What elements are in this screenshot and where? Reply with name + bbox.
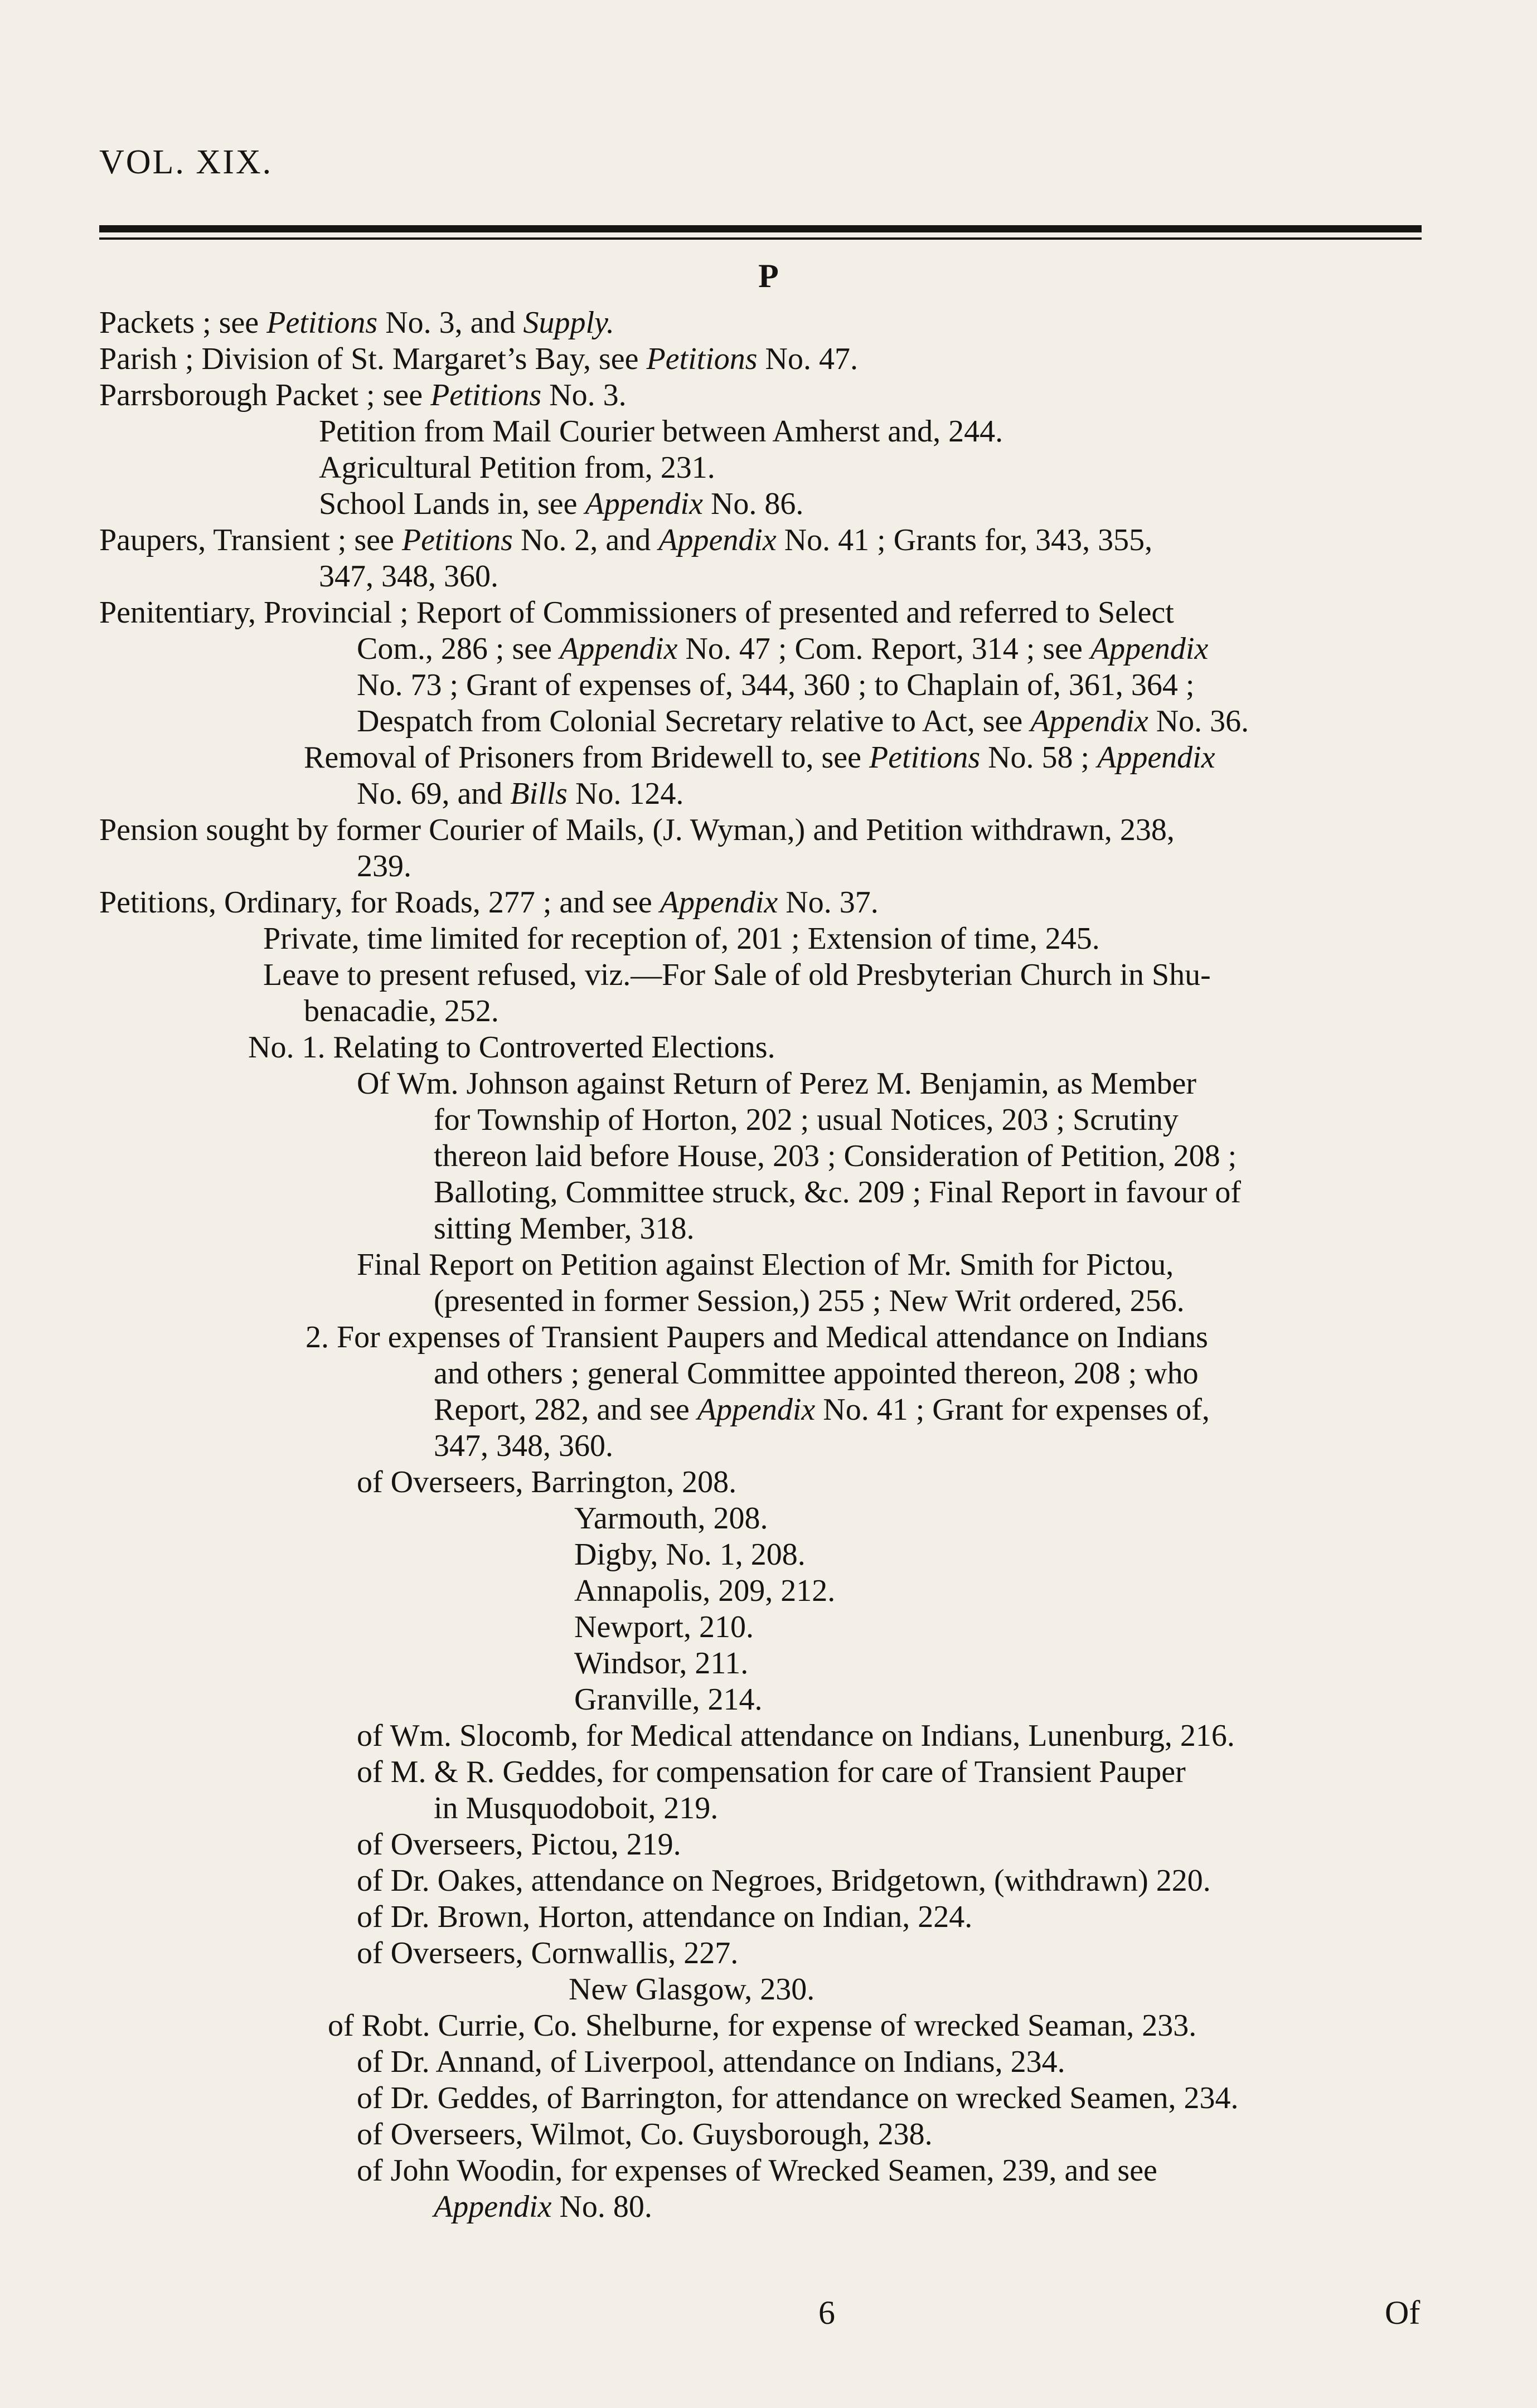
index-line: of Robt. Currie, Co. Shelburne, for expense of wrecked Seaman, 233.: [328, 2008, 1197, 2043]
index-line: in Musquodoboit, 219.: [434, 1791, 719, 1826]
index-line: Private, time limited for reception of, 201 ; Extension of time, 245.: [263, 921, 1100, 956]
index-line: 239.: [357, 849, 411, 883]
section-letter: P: [758, 258, 779, 294]
index-line: Petitions, Ordinary, for Roads, 277 ; and see Appendix No. 37.: [99, 885, 879, 920]
index-line: Removal of Prisoners from Bridewell to, see Petitions No. 58 ; Appendix: [304, 740, 1215, 775]
index-line: Pension sought by former Courier of Mails, (J. Wyman,) and Petition withdrawn, 238,: [99, 813, 1175, 847]
header-rule-thin: [99, 237, 1422, 240]
index-line: Granville, 214.: [574, 1682, 763, 1717]
index-line: of Overseers, Cornwallis, 227.: [357, 1936, 739, 1970]
index-line: of M. & R. Geddes, for compensation for care of Transient Pauper: [357, 1755, 1186, 1789]
index-line: Annapolis, 209, 212.: [574, 1574, 836, 1608]
index-line: Despatch from Colonial Secretary relative to Act, see Appendix No. 36.: [357, 704, 1249, 739]
index-line: Agricultural Petition from, 231.: [319, 450, 715, 485]
index-line: Parrsborough Packet ; see Petitions No. 3.: [99, 378, 627, 412]
index-line: thereon laid before House, 203 ; Consideration of Petition, 208 ;: [434, 1139, 1237, 1173]
index-line: and others ; general Committee appointed thereon, 208 ; who: [434, 1356, 1199, 1391]
volume-heading: VOL. XIX.: [99, 143, 273, 181]
index-line: Final Report on Petition against Election of Mr. Smith for Pictou,: [357, 1247, 1174, 1282]
index-line: 347, 348, 360.: [319, 559, 498, 594]
index-line: School Lands in, see Appendix No. 86.: [319, 487, 804, 521]
index-line: Newport, 210.: [574, 1610, 754, 1644]
index-line: for Township of Horton, 202 ; usual Notices, 203 ; Scrutiny: [434, 1103, 1179, 1137]
index-line: of Overseers, Barrington, 208.: [357, 1465, 737, 1499]
index-line: New Glasgow, 230.: [569, 1972, 815, 2007]
index-line: Yarmouth, 208.: [574, 1501, 768, 1536]
index-line: Parish ; Division of St. Margaret’s Bay, see Petitions No. 47.: [99, 342, 858, 376]
index-line: No. 69, and Bills No. 124.: [357, 776, 684, 811]
index-line: Digby, No. 1, 208.: [574, 1537, 806, 1572]
index-line: Penitentiary, Provincial ; Report of Commissioners of presented and referred to Select: [99, 595, 1174, 630]
index-line: of Dr. Oakes, attendance on Negroes, Bridgetown, (withdrawn) 220.: [357, 1863, 1211, 1898]
index-line: of Wm. Slocomb, for Medical attendance on Indians, Lunenburg, 216.: [357, 1718, 1235, 1753]
index-line: Report, 282, and see Appendix No. 41 ; Grant for expenses of,: [434, 1392, 1210, 1427]
index-line: No. 73 ; Grant of expenses of, 344, 360 ; to Chaplain of, 361, 364 ;: [357, 668, 1195, 702]
index-line: Packets ; see Petitions No. 3, and Supply.: [99, 305, 614, 340]
index-line: 2. For expenses of Transient Paupers and Medical attendance on Indians: [306, 1320, 1208, 1355]
index-line: Balloting, Committee struck, &c. 209 ; Final Report in favour of: [434, 1175, 1242, 1210]
index-line: of John Woodin, for expenses of Wrecked Seamen, 239, and see: [357, 2153, 1157, 2188]
index-line: of Dr. Geddes, of Barrington, for attendance on wrecked Seamen, 234.: [357, 2081, 1239, 2115]
index-line: sitting Member, 318.: [434, 1211, 695, 1246]
index-line: of Dr. Annand, of Liverpool, attendance on Indians, 234.: [357, 2045, 1065, 2079]
index-line: of Dr. Brown, Horton, attendance on Indian, 224.: [357, 1900, 973, 1934]
index-line: Paupers, Transient ; see Petitions No. 2, and Appendix No. 41 ; Grants for, 343, 355,: [99, 523, 1153, 557]
index-line: (presented in former Session,) 255 ; New Writ ordered, 256.: [434, 1284, 1185, 1318]
index-line: benacadie, 252.: [304, 994, 499, 1028]
index-line: Com., 286 ; see Appendix No. 47 ; Com. Report, 314 ; see Appendix: [357, 632, 1209, 666]
index-line: Appendix No. 80.: [434, 2189, 652, 2224]
page-number: 6: [818, 2294, 835, 2331]
index-line: of Overseers, Pictou, 219.: [357, 1827, 681, 1862]
index-line: 347, 348, 360.: [434, 1429, 613, 1463]
index-line: Of Wm. Johnson against Return of Perez M. Benjamin, as Member: [357, 1066, 1197, 1101]
index-line: No. 1. Relating to Controverted Elections.: [248, 1030, 775, 1065]
header-rule-thick: [99, 225, 1422, 232]
index-line: Petition from Mail Courier between Amherst and, 244.: [319, 414, 1003, 449]
catchword: Of: [1385, 2294, 1420, 2331]
index-line: of Overseers, Wilmot, Co. Guysborough, 238.: [357, 2117, 933, 2152]
index-line: Leave to present refused, viz.—For Sale of old Presbyterian Church in Shu-: [263, 958, 1211, 992]
index-line: Windsor, 211.: [574, 1646, 749, 1681]
